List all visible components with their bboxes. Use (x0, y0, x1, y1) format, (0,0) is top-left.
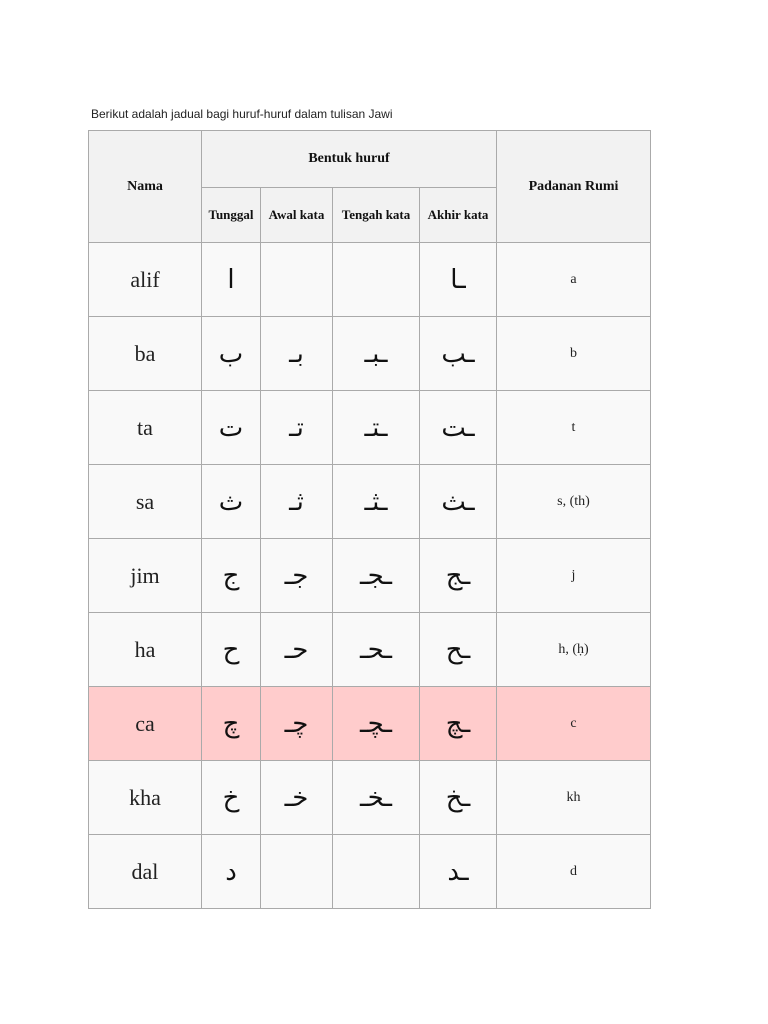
header-nama: Nama (89, 131, 202, 243)
cell-tunggal: ب (202, 317, 261, 391)
table-row (89, 539, 651, 613)
cell-akhir: ـح (420, 613, 497, 687)
cell-nama: alif (89, 243, 202, 317)
cell-akhir: ـچ (420, 687, 497, 761)
cell-awal: حـ (261, 613, 333, 687)
table-row (89, 687, 651, 761)
cell-tengah: ـثـ (333, 465, 420, 539)
cell-tunggal: خ (202, 761, 261, 835)
cell-nama: ba (89, 317, 202, 391)
table-row (89, 835, 651, 909)
cell-rumi: c (497, 687, 651, 761)
header-tengah-kata: Tengah kata (333, 188, 420, 243)
header-padanan-rumi: Padanan Rumi (497, 131, 651, 243)
table-row (89, 317, 651, 391)
cell-akhir: ـث (420, 465, 497, 539)
cell-rumi: b (497, 317, 651, 391)
cell-tengah: ـخـ (333, 761, 420, 835)
cell-awal: جـ (261, 539, 333, 613)
cell-rumi: t (497, 391, 651, 465)
cell-tengah: ـجـ (333, 539, 420, 613)
cell-akhir: ـت (420, 391, 497, 465)
cell-rumi: h, (ḥ) (497, 613, 651, 687)
cell-tunggal: ت (202, 391, 261, 465)
cell-nama: kha (89, 761, 202, 835)
cell-tunggal: د (202, 835, 261, 909)
cell-rumi: s, (th) (497, 465, 651, 539)
cell-nama: jim (89, 539, 202, 613)
cell-tengah (333, 835, 420, 909)
intro-text: Berikut adalah jadual bagi huruf-huruf dalam tulisan Jawi (91, 107, 393, 121)
cell-nama: dal (89, 835, 202, 909)
cell-tengah: ـحـ (333, 613, 420, 687)
cell-awal: خـ (261, 761, 333, 835)
cell-tengah (333, 243, 420, 317)
cell-nama: sa (89, 465, 202, 539)
cell-rumi: kh (497, 761, 651, 835)
cell-tunggal: ث (202, 465, 261, 539)
cell-akhir: ـد (420, 835, 497, 909)
table-row (89, 761, 651, 835)
table-row (89, 391, 651, 465)
cell-tengah: ـچـ (333, 687, 420, 761)
header-akhir-kata: Akhir kata (420, 188, 497, 243)
table-row (89, 243, 651, 317)
cell-rumi: d (497, 835, 651, 909)
cell-awal (261, 243, 333, 317)
cell-awal: تـ (261, 391, 333, 465)
table-row (89, 465, 651, 539)
cell-awal: ثـ (261, 465, 333, 539)
cell-nama: ca (89, 687, 202, 761)
cell-tunggal: ج (202, 539, 261, 613)
jawi-letter-table (88, 130, 651, 909)
cell-awal (261, 835, 333, 909)
cell-akhir: ـب (420, 317, 497, 391)
cell-tunggal: چ (202, 687, 261, 761)
cell-tengah: ـتـ (333, 391, 420, 465)
header-awal-kata: Awal kata (261, 188, 333, 243)
cell-awal: چـ (261, 687, 333, 761)
cell-akhir: ـج (420, 539, 497, 613)
cell-tengah: ـبـ (333, 317, 420, 391)
cell-rumi: j (497, 539, 651, 613)
header-tunggal: Tunggal (202, 188, 261, 243)
cell-rumi: a (497, 243, 651, 317)
header-bentuk-huruf: Bentuk huruf (202, 131, 497, 188)
cell-awal: بـ (261, 317, 333, 391)
cell-akhir: ـخ (420, 761, 497, 835)
cell-nama: ha (89, 613, 202, 687)
cell-tunggal: ا (202, 243, 261, 317)
table-row (89, 613, 651, 687)
cell-nama: ta (89, 391, 202, 465)
cell-akhir: ـا (420, 243, 497, 317)
cell-tunggal: ح (202, 613, 261, 687)
